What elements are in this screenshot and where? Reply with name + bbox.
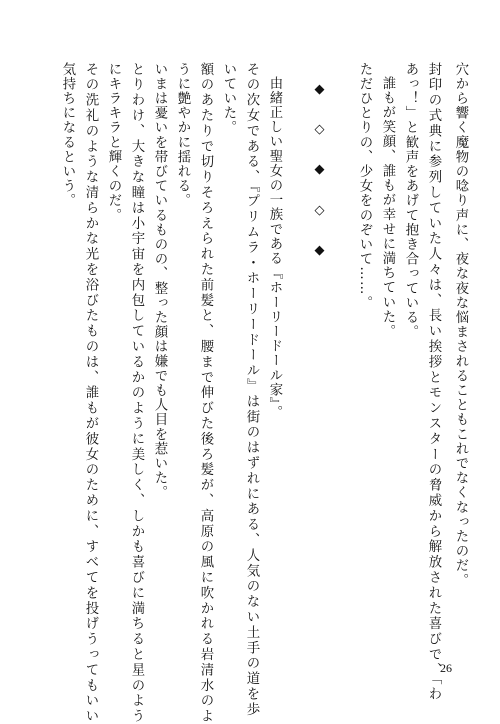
- outline-diamond-icon: ◇: [312, 122, 327, 139]
- text-line-12: とりわけ、大きな瞳は小宇宙を内包しているかのように美しく、しかも喜びに満ちると星のよう: [129, 62, 144, 724]
- filled-diamond-icon: ◆: [312, 242, 327, 260]
- section-break-ornament: [312, 82, 327, 662]
- text-line-1: 穴から響く魔物の唸り声に、夜な夜な悩まされることもこれでなくなったのだ。: [453, 62, 468, 588]
- filled-diamond-icon: ◆: [312, 162, 327, 179]
- text-line-2: 封印の式典に参列していた人々は、長い挨拶とモンスターの脅威から解放された喜びで、「わ: [426, 62, 441, 703]
- text-line-8: いていた。: [221, 62, 236, 135]
- text-line-3: あっ！」と歓声をあげて抱き合っている。: [403, 62, 418, 340]
- outline-diamond-icon: ◇: [312, 202, 327, 219]
- text-line-4: 誰もが笑顔、誰もが幸せに満ちていた。: [380, 76, 395, 339]
- text-line-10: うに艶やかに揺れる。: [175, 62, 190, 208]
- filled-diamond-icon: ◆: [312, 82, 327, 99]
- text-line-6: 由緒正しい聖女の一族である『ホーリードール家』。: [267, 76, 282, 420]
- text-line-13: にキラキラと輝くのだ。: [106, 62, 121, 223]
- text-line-5: ただひとりの、少女をのぞいて……。: [357, 62, 372, 311]
- text-line-7: その次女である、『プリムラ・ホーリードール』は街のはずれにある、人気のない土手の道を歩: [244, 62, 259, 718]
- page-number: 26: [440, 661, 452, 675]
- text-line-15: 気持ちになるという。: [60, 62, 75, 208]
- text-line-9: 額のあたりで切りそろえられた前髪と、腰まで伸びた後ろ髪が、高原の風に吹かれる岩清水のよ: [198, 62, 213, 724]
- text-line-14: その洗礼のような清らかな光を浴びたものは、誰もが彼女のために、すべてを投げうってもいい: [83, 62, 98, 724]
- text-line-11: いまは憂いを帯びているものの、整った顔は嫌でも人目を惹いた。: [152, 62, 167, 500]
